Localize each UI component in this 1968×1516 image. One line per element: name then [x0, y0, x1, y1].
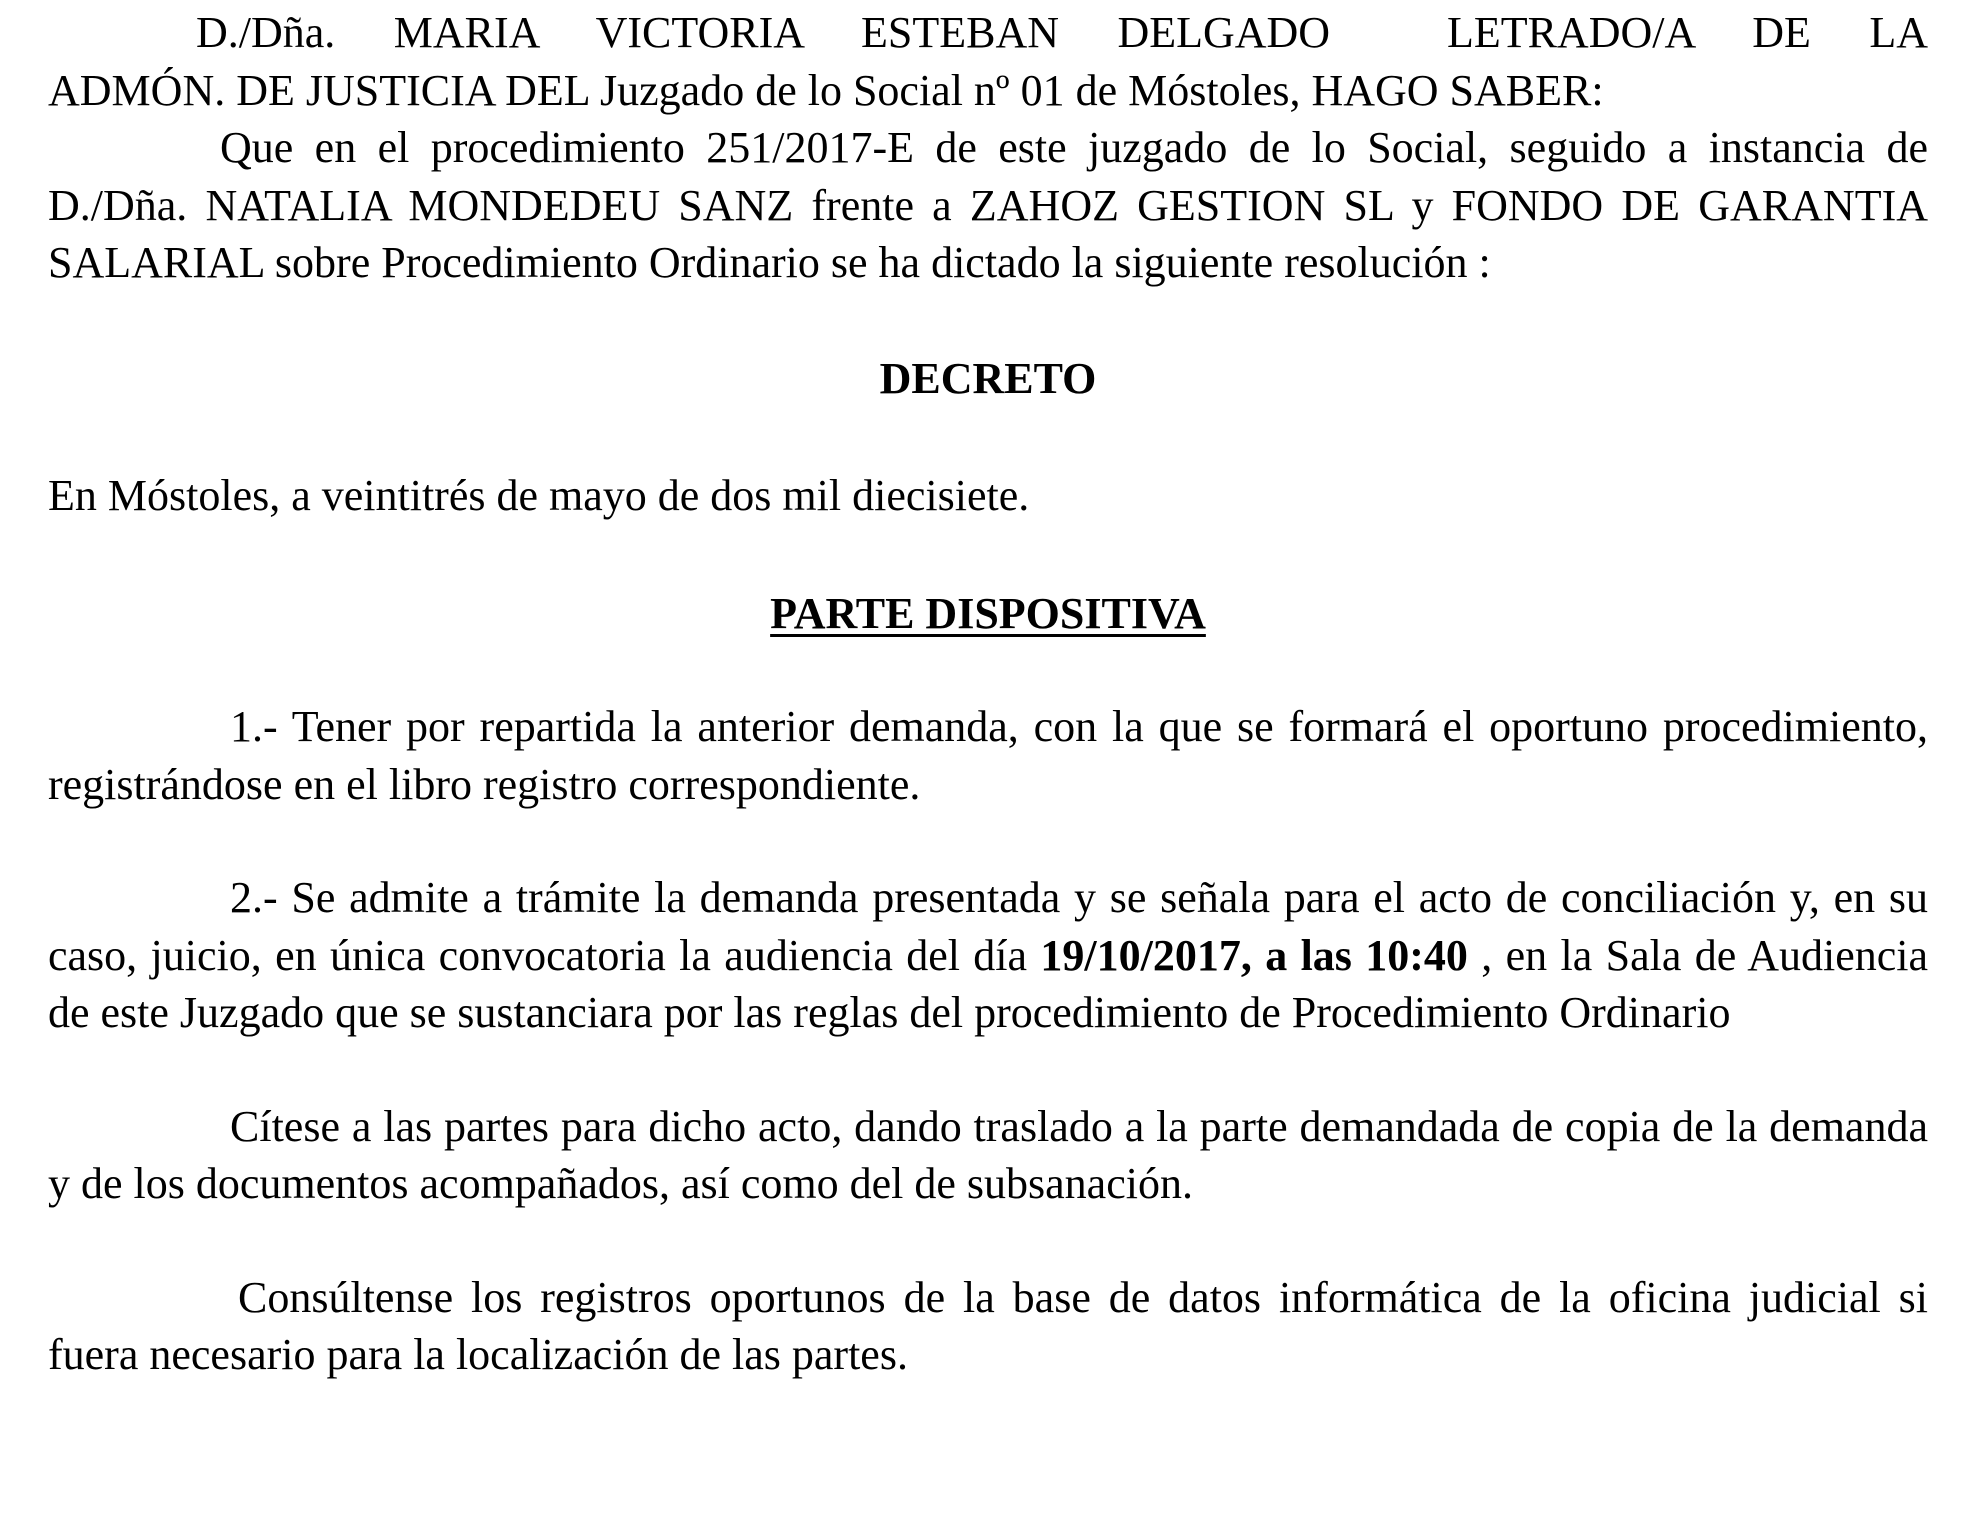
- header-line-2-text: ADMÓN. DE JUSTICIA DEL Juzgado de lo Social nº 01 de Móstoles, HAGO SABER:: [48, 65, 1604, 115]
- spacer: [48, 1213, 1928, 1269]
- date-line: [48, 467, 1928, 525]
- date-line-text: En Móstoles, a veintitrés de mayo de dos mil diecisiete.: [48, 471, 1030, 520]
- decree-heading: [48, 350, 1928, 408]
- dispositive-heading-text: PARTE DISPOSITIVA: [770, 588, 1206, 638]
- intro-paragraph: [48, 119, 1928, 292]
- spacer: [48, 642, 1928, 698]
- intro-paragraph-text: Que en el procedimiento 251/2017-E de este juzgado de lo Social, seguido a instancia de D./Dña. NATALIA MONDEDEU SANZ frente a ZAHOZ GESTION SL y FONDO DE GARANTIA SALARIAL sobre Procedimiento Ordinario se ha dictado la siguiente resolución :: [48, 123, 1928, 287]
- header-line-2: [48, 62, 1928, 120]
- consult-text: Consúltense los registros oportunos de la base de datos informática de la oficina judicial si fuera necesario para la localización de las partes.: [48, 1272, 1928, 1379]
- item-1-paragraph: [48, 698, 1928, 813]
- spacer: [48, 292, 1928, 350]
- spacer: [48, 525, 1928, 585]
- spacer: [48, 1042, 1928, 1098]
- header-line-1-text: D./Dña. MARIA VICTORIA ESTEBAN DELGADO LETRADO/A DE LA: [196, 8, 1928, 57]
- citation-text: Cítese a las partes para dicho acto, dando traslado a la parte demandada de copia de la demanda y de los documentos acompañados, así como del de subsanación.: [48, 1101, 1928, 1208]
- item-2-paragraph: [48, 869, 1928, 1042]
- document-page: [48, 4, 1928, 1384]
- item-2-text-before: 2.- Se admite a trámite la demanda presentada y se señala para el acto de conciliación y, en su caso, juicio, en única convocatoria la audiencia del día: [48, 873, 1928, 980]
- item-2-text-after: , en la Sala de Audiencia de este Juzgado que se sustanciara por las reglas del procedimiento de Procedimiento Ordinario: [48, 930, 1929, 1037]
- citation-paragraph: [48, 1098, 1928, 1213]
- hearing-date-time: 19/10/2017, a las 10:40: [1040, 930, 1468, 980]
- dispositive-heading: [48, 585, 1928, 643]
- item-1-text: 1.- Tener por repartida la anterior demanda, con la que se formará el oportuno procedimiento, registrándose en el libro registro correspondiente.: [48, 702, 1928, 809]
- consult-paragraph: [48, 1269, 1928, 1384]
- spacer: [48, 813, 1928, 869]
- spacer: [48, 407, 1928, 467]
- decree-heading-text: DECRETO: [879, 353, 1097, 403]
- header-line-1: [48, 4, 1928, 62]
